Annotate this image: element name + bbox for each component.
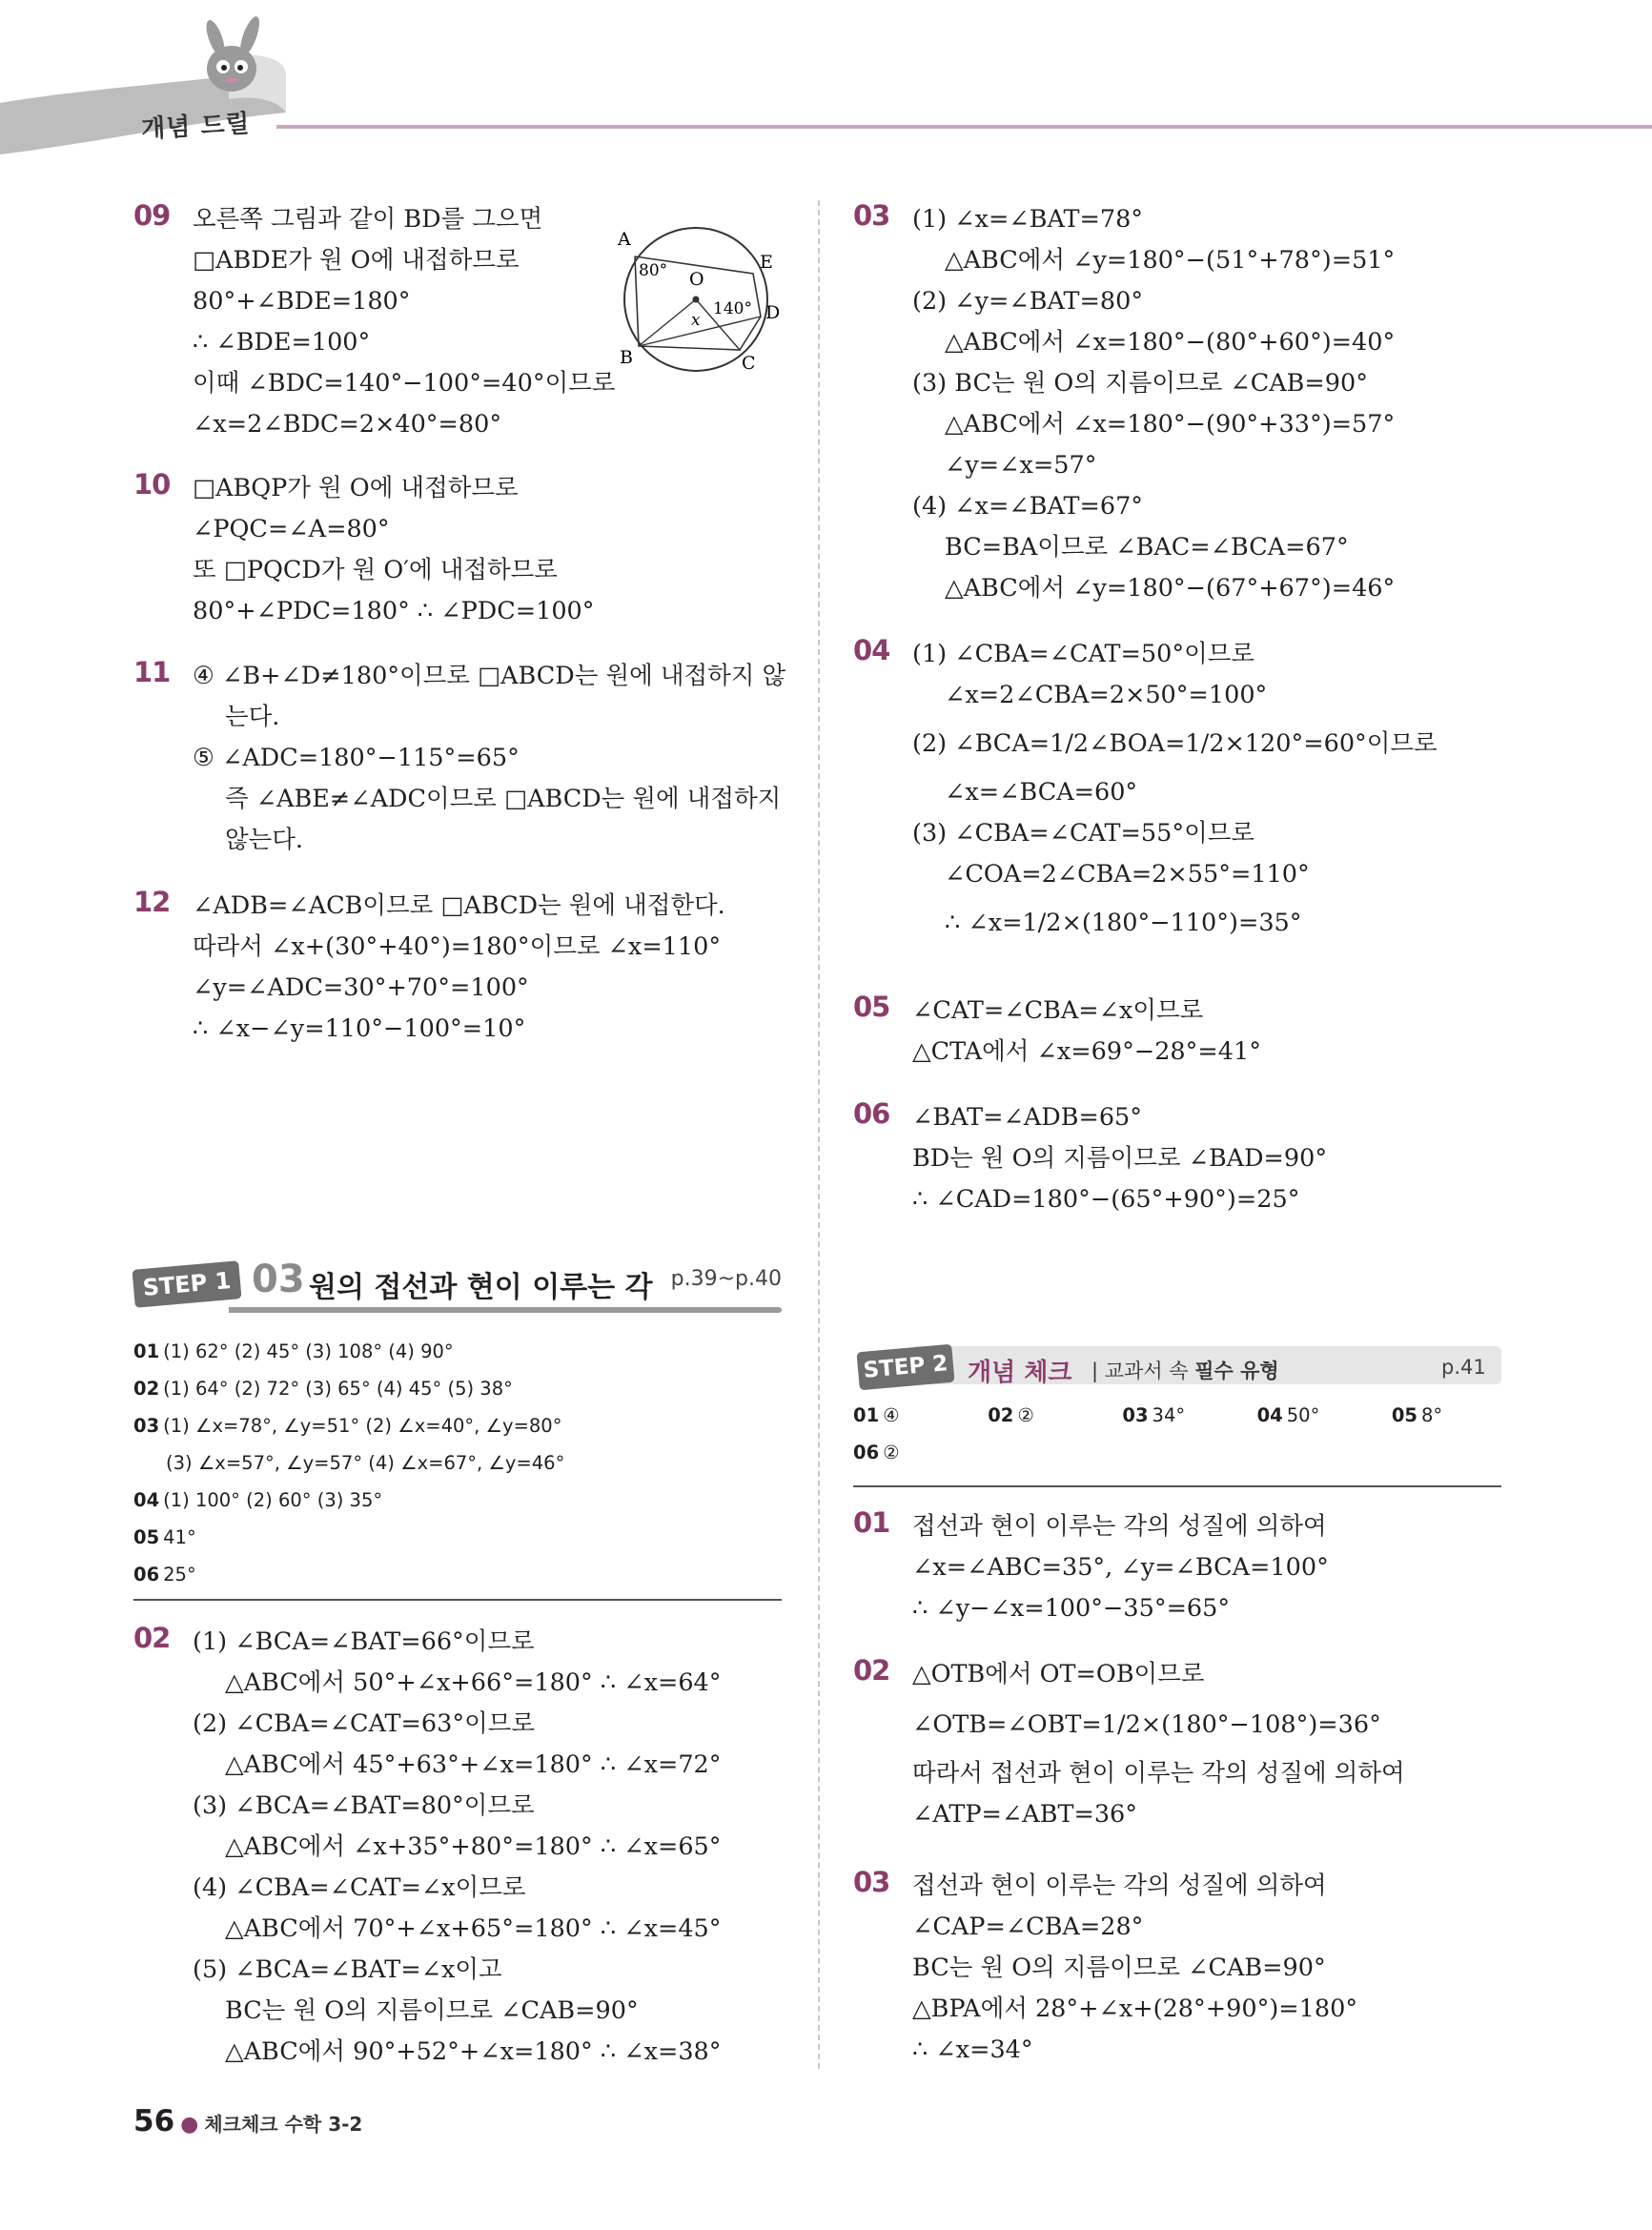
solution-line: (3) ∠BCA=∠BAT=80°이므로: [193, 1791, 535, 1820]
solution-line: 오른쪽 그림과 같이 BD를 그으면: [193, 205, 543, 234]
solution-line: △ABC에서 ∠x=180°−(80°+60°)=40°: [945, 328, 1396, 357]
answer-cell: [988, 1397, 1116, 1434]
solution-line: △BPA에서 28°+∠x+(28°+90°)=180°: [912, 1995, 1358, 2023]
solution-line: 는다.: [225, 703, 280, 731]
answer-value: ②: [1017, 1404, 1034, 1426]
angle-x: x: [691, 311, 701, 330]
problem-number: 03: [853, 199, 890, 232]
answer-key: 04: [1256, 1404, 1283, 1426]
answer-value: 50°: [1286, 1404, 1320, 1426]
solution-line: ∠x=2∠BDC=2×40°=80°: [193, 410, 502, 439]
solution-line: BC=BA이므로 ∠BAC=∠BCA=67°: [945, 533, 1349, 562]
answer-value: (1) ∠x=78°, ∠y=51° (2) ∠x=40°, ∠y=80°: [163, 1415, 562, 1437]
answer-key: 05: [133, 1526, 160, 1548]
page-number: 56: [133, 2104, 175, 2138]
answer-row: [133, 1444, 564, 1482]
problem-body: [193, 886, 725, 1050]
answer-value: 8°: [1420, 1404, 1443, 1426]
answer-key: 02: [133, 1378, 160, 1400]
solution-line: △ABC에서 ∠y=180°−(51°+78°)=51°: [945, 246, 1396, 275]
solution-line: 접선과 현이 이루는 각의 성질에 의하여: [912, 1872, 1327, 1900]
answer-value: (1) 62° (2) 45° (3) 108° (4) 90°: [163, 1340, 454, 1362]
problem-number: 03: [853, 1866, 890, 1898]
answer-row: [853, 1397, 1501, 1434]
solution-line: △ABC에서 ∠x=180°−(90°+33°)=57°: [945, 410, 1396, 439]
solution-line: ∠PQC=∠A=80°: [193, 515, 390, 543]
solution-line: ∴ ∠x=34°: [912, 2036, 1033, 2064]
solution-line: (4) ∠x=∠BAT=67°: [912, 492, 1144, 521]
solution-line: ∠x=∠ABC=35°, ∠y=∠BCA=100°: [912, 1553, 1329, 1582]
solution-line: ∠COA=2∠CBA=2×55°=110°: [945, 860, 1310, 889]
answer-row: [133, 1519, 564, 1556]
book-title: 체크체크 수학 3-2: [204, 2113, 363, 2136]
problem-body: [912, 1506, 1329, 1629]
solution-line: ∴ ∠y−∠x=100°−35°=65°: [912, 1594, 1231, 1623]
solution-line: (4) ∠CBA=∠CAT=∠x이므로: [193, 1873, 526, 1902]
problem-body: [912, 1866, 1357, 2071]
solution-line: △OTB에서 OT=OB이므로: [912, 1660, 1205, 1688]
answer-key: 01: [133, 1340, 160, 1362]
column-divider: [818, 200, 820, 2069]
answer-key: 03: [1122, 1404, 1149, 1426]
answer-key: 05: [1391, 1404, 1417, 1426]
step2-subtitle-bold: 필수 유형: [1194, 1360, 1279, 1382]
divider: [853, 1485, 1501, 1487]
answer-value: ④: [883, 1404, 900, 1426]
circle-figure: [601, 218, 791, 380]
problem-number: 01: [853, 1506, 890, 1539]
solution-line: 따라서 접선과 현이 이루는 각의 성질에 의하여: [912, 1759, 1405, 1788]
solution-line: △ABC에서 50°+∠x+66°=180° ∴ ∠x=64°: [225, 1668, 722, 1697]
problem-body: [193, 656, 785, 861]
solution-line: 이때 ∠BDC=140°−100°=40°이므로: [193, 369, 616, 398]
answer-key: 03: [133, 1415, 160, 1437]
step1-tag: STEP 1: [132, 1260, 241, 1308]
solution-line: ∠x=2∠CBA=2×50°=100°: [945, 681, 1268, 709]
solution-line: (2) ∠CBA=∠CAT=63°이므로: [193, 1709, 535, 1738]
problem-body: [912, 199, 1395, 609]
solution-line: (1) ∠BCA=∠BAT=66°이므로: [193, 1627, 535, 1656]
solution-line: ∠x=∠BCA=60°: [945, 778, 1138, 807]
answer-cell: [1257, 1397, 1386, 1434]
answer-row: [133, 1407, 564, 1444]
answer-key: 01: [853, 1404, 880, 1426]
label-A: A: [618, 229, 631, 250]
problem-number: 06: [853, 1097, 890, 1130]
solution-line: △ABC에서 90°+52°+∠x=180° ∴ ∠x=38°: [225, 2037, 722, 2066]
problem-number: 05: [853, 991, 890, 1023]
step2-title: 개념 체크: [968, 1359, 1072, 1387]
solution-line: ⑤ ∠ADC=180°−115°=65°: [193, 744, 520, 772]
solution-line: ∠CAT=∠CBA=∠x이므로: [912, 996, 1204, 1025]
problem-body: [912, 1654, 1405, 1835]
solution-line: △ABC에서 ∠y=180°−(67°+67°)=46°: [945, 574, 1396, 603]
solution-line: △ABC에서 70°+∠x+65°=180° ∴ ∠x=45°: [225, 1914, 722, 1943]
answer-value: (1) 100° (2) 60° (3) 35°: [163, 1489, 383, 1511]
solution-line: ∠ATP=∠ABT=36°: [912, 1800, 1138, 1829]
solution-line: BC는 원 O의 지름이므로 ∠CAB=90°: [912, 1954, 1326, 1982]
problem-number: 10: [133, 468, 171, 501]
answer-value: (1) 64° (2) 72° (3) 65° (4) 45° (5) 38°: [163, 1378, 513, 1400]
solution-line: △ABC에서 ∠x+35°+80°=180° ∴ ∠x=65°: [225, 1832, 722, 1861]
problem-number: 11: [133, 656, 171, 688]
solution-line: (1) ∠x=∠BAT=78°: [912, 205, 1144, 234]
answer-cell: [853, 1397, 982, 1434]
problem-body: [193, 468, 595, 632]
answer-value: 41°: [163, 1526, 196, 1548]
answer-key: 06: [133, 1564, 160, 1586]
solution-line: (2) ∠y=∠BAT=80°: [912, 287, 1144, 316]
answer-row: [133, 1333, 564, 1370]
answer-cell: [1122, 1397, 1251, 1434]
section-label: 개념 드릴: [140, 110, 252, 144]
solution-line: 따라서 ∠x+(30°+40°)=180°이므로 ∠x=110°: [193, 932, 722, 961]
solution-line: ∴ ∠CAD=180°−(65°+90°)=25°: [912, 1185, 1300, 1214]
problem-body: [912, 991, 1261, 1073]
solution-line: □ABQP가 원 O에 내접하므로: [193, 474, 519, 502]
angle-140: 140°: [713, 299, 752, 318]
solution-line: ∠y=∠ADC=30°+70°=100°: [193, 973, 529, 1002]
angle-80: 80°: [639, 261, 668, 280]
answer-row: [133, 1482, 564, 1519]
solution-line: ∠OTB=∠OBT=1/2×(180°−108°)=36°: [912, 1710, 1381, 1739]
problem-body: [912, 1097, 1327, 1220]
solution-line: 또 □PQCD가 원 O′에 내접하므로: [193, 556, 558, 584]
answer-key: 02: [988, 1404, 1014, 1426]
answer-row: [133, 1556, 564, 1593]
answer-row: [133, 1370, 564, 1407]
answer-row: [853, 1434, 1501, 1471]
solution-line: (1) ∠CBA=∠CAT=50°이므로: [912, 640, 1254, 668]
page-footer: [133, 2104, 362, 2138]
solution-line: ④ ∠B+∠D≠180°이므로 □ABCD는 원에 내접하지 않: [193, 662, 786, 690]
answer-key: 04: [133, 1489, 160, 1511]
section-number: 03: [252, 1258, 305, 1301]
answer-value: ②: [883, 1442, 900, 1463]
solution-line: 않는다.: [225, 826, 304, 854]
step2-tag: STEP 2: [856, 1344, 954, 1391]
answer-value: 34°: [1152, 1404, 1186, 1426]
step2-answers: [853, 1397, 1501, 1471]
solution-line: ∠BAT=∠ADB=65°: [912, 1103, 1143, 1132]
problem-number: 02: [133, 1622, 171, 1654]
solution-line: ∠ADB=∠ACB이므로 □ABCD는 원에 내접한다.: [193, 891, 725, 920]
problem-body: [193, 199, 615, 445]
label-E: E: [760, 252, 773, 273]
answer-value: (3) ∠x=57°, ∠y=57° (4) ∠x=67°, ∠y=46°: [166, 1452, 565, 1474]
problem-body: [912, 634, 1438, 944]
problem-number: 02: [853, 1654, 890, 1687]
divider: [133, 1599, 782, 1601]
solution-line: ∴ ∠x−∠y=110°−100°=10°: [193, 1014, 526, 1043]
solution-line: 80°+∠BDE=180°: [193, 287, 411, 316]
solution-line: (5) ∠BCA=∠BAT=∠x이고: [193, 1955, 502, 1984]
solution-line: BC는 원 O의 지름이므로 ∠CAB=90°: [225, 1996, 639, 2025]
answer-value: 25°: [163, 1564, 196, 1586]
solution-line: 80°+∠PDC=180° ∴ ∠PDC=100°: [193, 597, 595, 625]
section-title: 원의 접선과 현이 이루는 각: [309, 1271, 653, 1304]
solution-line: ∠CAP=∠CBA=28°: [912, 1913, 1144, 1941]
solution-line: BD는 원 O의 지름이므로 ∠BAD=90°: [912, 1144, 1328, 1173]
solution-line: 접선과 현이 이루는 각의 성질에 의하여: [912, 1512, 1327, 1541]
step1-banner: [133, 1258, 782, 1317]
solution-line: ∴ ∠x=1/2×(180°−110°)=35°: [945, 909, 1302, 937]
solution-line: ∴ ∠BDE=100°: [193, 328, 371, 357]
step2-page: p.41: [1441, 1356, 1486, 1379]
step1-answers: [133, 1333, 564, 1593]
label-C: C: [742, 353, 756, 374]
step2-subtitle: [1091, 1356, 1279, 1384]
solution-line: △CTA에서 ∠x=69°−28°=41°: [912, 1037, 1261, 1066]
solution-line: □ABDE가 원 O에 내접하므로: [193, 246, 520, 275]
solution-line: 즉 ∠ABE≠∠ADC이므로 □ABCD는 원에 내접하지: [225, 785, 782, 813]
step2-subtitle-prefix: | 교과서 속: [1091, 1360, 1195, 1382]
bullet-icon: ●: [180, 2113, 199, 2137]
problem-number: 09: [133, 199, 171, 232]
solution-line: (3) BC는 원 O의 지름이므로 ∠CAB=90°: [912, 369, 1368, 398]
answer-cell: [1392, 1397, 1487, 1434]
label-D: D: [765, 302, 781, 323]
solution-line: △ABC에서 45°+63°+∠x=180° ∴ ∠x=72°: [225, 1750, 722, 1779]
page-range: p.39~p.40: [670, 1267, 782, 1291]
solution-line: ∠y=∠x=57°: [945, 451, 1097, 480]
solution-line: (3) ∠CBA=∠CAT=55°이므로: [912, 819, 1254, 848]
problem-number: 12: [133, 886, 171, 918]
problem-body: [193, 1622, 722, 2073]
label-B: B: [620, 347, 633, 368]
label-O: O: [689, 269, 704, 290]
solution-line: (2) ∠BCA=1/2∠BOA=1/2×120°=60°이므로: [912, 729, 1438, 758]
answer-key: 06: [853, 1442, 880, 1463]
step1-rule: [229, 1307, 782, 1313]
header-ribbon: [0, 0, 1652, 162]
problem-number: 04: [853, 634, 890, 666]
